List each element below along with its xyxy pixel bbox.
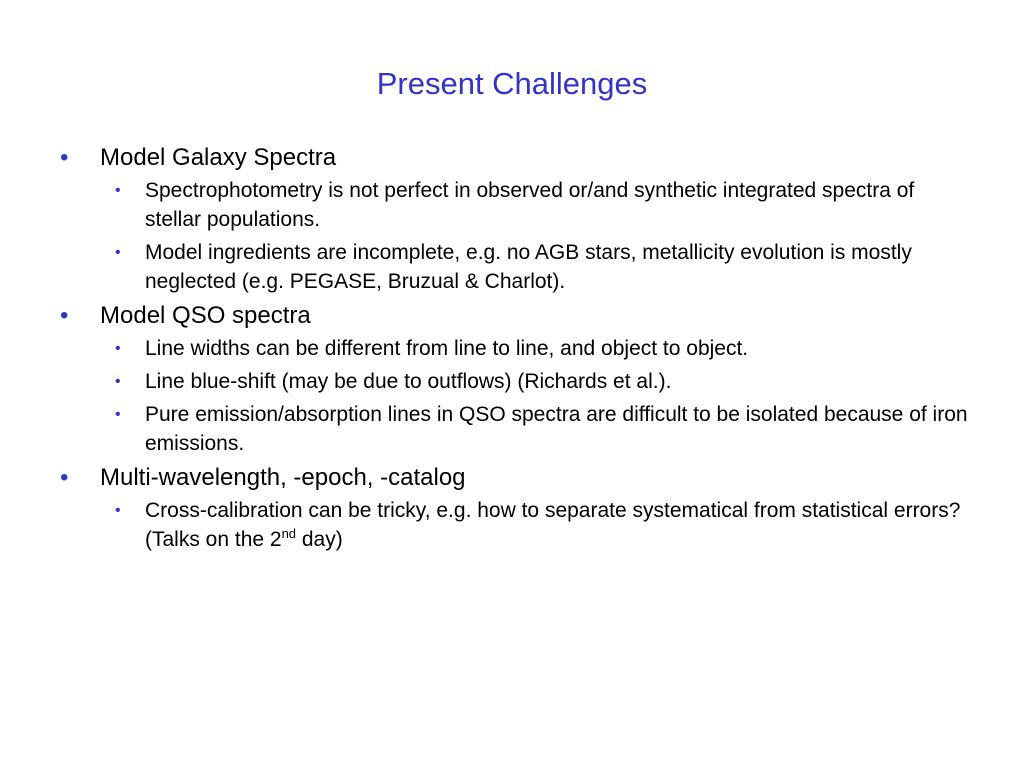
bullet-icon: • xyxy=(115,340,121,357)
bullet-icon: • xyxy=(115,502,121,519)
section-heading: Model Galaxy Spectra xyxy=(100,144,337,171)
section-model-qso-spectra xyxy=(60,300,980,332)
sub-bullet-text: Model ingredients are incomplete, e.g. no AGB stars, metallicity evolution is mostly neglected (e.g. PEGASE, Bruzual & Charlot). xyxy=(145,241,912,293)
ordinal-superscript: nd xyxy=(281,526,297,541)
sub-bullet-list xyxy=(60,496,980,554)
slide-title: Present Challenges xyxy=(376,66,648,101)
bullet-icon: • xyxy=(60,464,69,491)
sub-bullet-list xyxy=(60,334,980,458)
bullet-icon: • xyxy=(60,144,69,171)
sub-bullet-text xyxy=(145,499,960,551)
bullet-icon: • xyxy=(115,182,121,199)
sub-bullet-item xyxy=(60,367,980,396)
sub-bullet-text-after: day) xyxy=(296,528,343,551)
bullet-icon: • xyxy=(115,373,121,390)
section-heading: Multi-wavelength, -epoch, -catalog xyxy=(100,464,466,491)
sub-bullet-item xyxy=(60,496,980,554)
sub-bullet-item xyxy=(60,400,980,458)
sub-bullet-text: Pure emission/absorption lines in QSO spectra are difficult to be isolated because of iron emissions. xyxy=(145,403,968,455)
bullet-icon: • xyxy=(115,406,121,423)
sub-bullet-text: Spectrophotometry is not perfect in observed or/and synthetic integrated spectra of stellar populations. xyxy=(145,179,915,231)
sub-bullet-item xyxy=(60,176,980,234)
sub-bullet-list xyxy=(60,176,980,296)
section-model-galaxy-spectra xyxy=(60,142,980,174)
bullet-icon: • xyxy=(60,302,69,329)
sub-bullet-item xyxy=(60,238,980,296)
sub-bullet-text: Line widths can be different from line to line, and object to object. xyxy=(145,337,749,360)
section-heading: Model QSO spectra xyxy=(100,302,311,329)
sub-bullet-item xyxy=(60,334,980,363)
sub-bullet-text: Line blue-shift (may be due to outflows) (Richards et al.). xyxy=(145,370,672,393)
slide-content xyxy=(60,140,980,558)
section-multi-wavelength xyxy=(60,462,980,494)
sub-bullet-text-before: Cross-calibration can be tricky, e.g. how to separate systematical from statistical errors? (Talks on the 2 xyxy=(145,499,961,551)
bullet-icon: • xyxy=(115,244,121,261)
